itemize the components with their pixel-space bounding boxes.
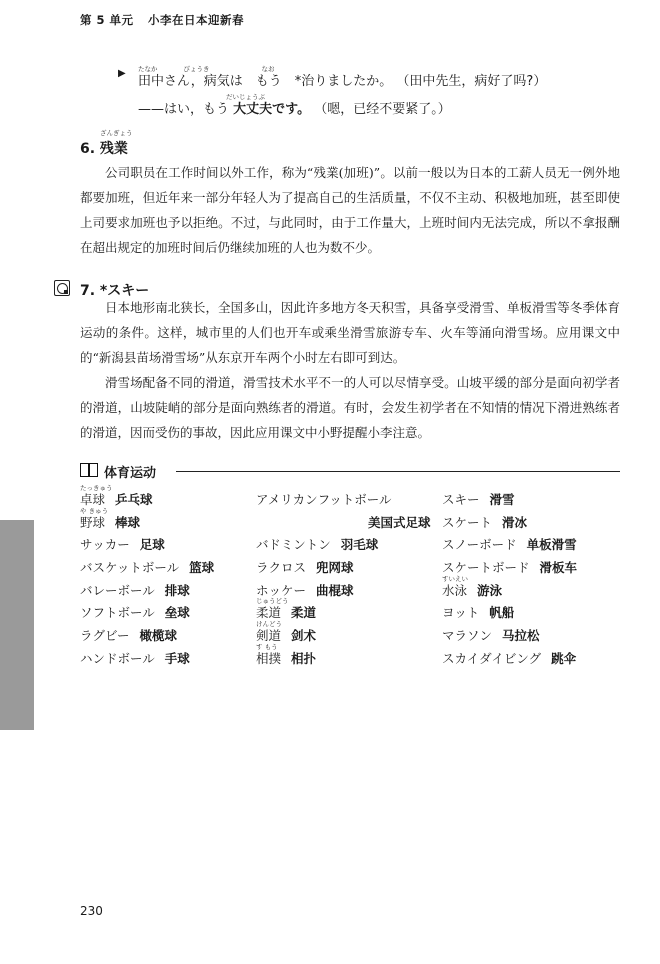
vocab-chinese: 滑板车 <box>539 560 578 576</box>
vocab-japanese: スキー <box>442 492 480 507</box>
unit-label: 第 5 单元 <box>80 13 134 27</box>
vocab-item <box>80 506 214 536</box>
vocab-item <box>442 574 577 604</box>
vocab-japanese: ソフトボール <box>80 605 155 621</box>
example-1-chinese: （田中先生，病好了吗?） <box>396 73 547 89</box>
vocab-item <box>80 535 214 558</box>
vocab-item <box>80 558 214 581</box>
example-1-ruby: たなか びょうき なお <box>138 65 275 73</box>
vocab-item <box>256 535 392 558</box>
vocab-japanese: バレーボール <box>80 582 155 598</box>
vocab-japanese: バドミントン <box>256 537 331 553</box>
vocab-item <box>80 626 214 649</box>
vocab-item <box>80 603 214 626</box>
vocab-chinese: 马拉松 <box>502 628 540 644</box>
vocab-list <box>80 484 640 680</box>
vocab-ruby: や きゅう <box>80 506 109 515</box>
vocab-chinese: 帆船 <box>489 605 515 621</box>
example-2-ruby: だいじょうぶ <box>226 93 265 101</box>
vocab-item <box>256 513 431 536</box>
example-1-japanese: 田中さん，病気は もう *治りましたか。 <box>138 73 393 89</box>
vocab-chinese: 滑冰 <box>502 514 528 530</box>
note-icon <box>54 280 70 296</box>
example-sentence-2 <box>138 94 451 117</box>
book-icon <box>80 463 98 477</box>
running-header <box>80 12 254 28</box>
vocab-japanese: 卓球 <box>80 492 106 507</box>
vocab-ruby: たっきゅう <box>80 484 113 492</box>
vocab-chinese: 相扑 <box>291 650 317 666</box>
vocab-item <box>80 581 214 604</box>
example-2-japanese: 大丈夫です。 <box>233 101 311 117</box>
example-sentence-1 <box>118 65 547 89</box>
vocab-column-1 <box>80 484 215 672</box>
vocab-japanese: ラグビー <box>80 628 130 644</box>
page-number: 230 <box>80 904 103 918</box>
vocab-japanese: 野球 <box>80 514 106 530</box>
vocab-japanese: ヨット <box>442 605 480 621</box>
vocab-chinese: 篮球 <box>189 560 215 576</box>
example-2-lead: ——はい，もう <box>138 101 230 117</box>
vocab-chinese: 橄榄球 <box>139 628 178 644</box>
vocab-item <box>80 649 214 672</box>
vocab-item <box>442 490 577 513</box>
section-7-paragraph-1: 日本地形南北狭长，全国多山，因此许多地方冬天积雪，具备享受滑雪、单板滑雪等冬季体育运动的条件。这样，城市里的人们也开车或乘坐滑雪旅游专车、火车等涌向滑雪场。应用课文中的“新潟县苗场滑雪场”从东京开车两个小时左右即可到达。 <box>80 300 620 365</box>
vocab-chinese: 滑雪 <box>489 492 515 507</box>
vocab-column-2 <box>256 490 431 672</box>
vocab-ruby: すいえい <box>442 574 468 583</box>
vocab-japanese: ホッケー <box>256 582 307 598</box>
vocab-chinese: 排球 <box>164 582 190 598</box>
section-6-paragraph: 公司职员在工作时间以外工作，称为“残業(加班)”。以前一般以为日本的工薪人员无一例外地都要加班，但近年来一部分年轻人为了提高自己的生活质量，不仅不主动、积极地加班，甚至即使上司要求加班也予以拒绝。不过，与此同时，由于工作量大，上班时间内无法完成，所以不拿报酬在超出规定的加班时间后仍继续加班的人也为数不少。 <box>80 165 620 255</box>
vocab-chinese: 羽毛球 <box>340 537 379 553</box>
vocab-chinese: 足球 <box>139 537 165 553</box>
vocab-item <box>442 649 577 672</box>
vocab-title: 体育运动 <box>104 466 157 481</box>
vocab-japanese: 剣道 <box>256 628 282 644</box>
vocab-chinese: 剑术 <box>291 628 317 644</box>
vocab-japanese: マラソン <box>442 628 493 644</box>
vocab-item <box>442 513 577 536</box>
vocab-japanese: ハンドボール <box>80 650 155 666</box>
vocab-japanese: サッカー <box>80 537 130 553</box>
vocab-column-3 <box>442 490 577 672</box>
vocab-item <box>442 603 577 626</box>
vocab-chinese: 曲棍球 <box>316 582 354 598</box>
section-7-heading: 7. *スキー <box>80 283 150 299</box>
vocab-japanese: 柔道 <box>256 605 282 621</box>
vocab-ruby: す もう <box>256 642 278 651</box>
vocab-item <box>256 490 392 513</box>
vocab-ruby: けんどう <box>256 620 282 629</box>
side-thumb-tab <box>0 520 34 730</box>
vocab-japanese: アメリカンフットボール <box>256 492 392 507</box>
vocab-japanese: スケート <box>442 514 493 530</box>
vocab-chinese: 乒乓球 <box>115 492 153 507</box>
vocab-japanese: ラクロス <box>256 560 307 576</box>
vocab-ruby: じゅうどう <box>256 597 289 606</box>
vocab-japanese: 水泳 <box>442 582 468 598</box>
vocab-item <box>442 626 577 649</box>
triangle-bullet-icon: ▶ <box>118 68 126 79</box>
vocab-chinese: 棒球 <box>115 514 141 530</box>
vocab-japanese: スケートボード <box>442 560 530 576</box>
vocab-chinese: 兜网球 <box>316 560 354 576</box>
divider <box>176 471 620 472</box>
vocab-item <box>256 642 392 672</box>
section-6-heading: 6. 残業 <box>80 141 128 157</box>
vocab-japanese: 相撲 <box>256 650 282 666</box>
example-2-chinese: （嗯，已经不要紧了。） <box>314 101 451 117</box>
vocab-japanese: スカイダイビング <box>442 650 542 666</box>
vocab-box-header <box>80 462 620 480</box>
vocab-item <box>442 535 577 558</box>
section-6-ruby: ざんぎょう <box>100 129 133 137</box>
vocab-chinese: 美国式足球 <box>368 514 431 530</box>
vocab-japanese: バスケットボール <box>80 560 180 576</box>
section-7-paragraph-2: 滑雪场配备不同的滑道，滑雪技术水平不一的人可以尽情享受。山坡平缓的部分是面向初学者的滑道，山坡陡峭的部分是面向熟练者的滑道。有时，会发生初学者在不知情的情况下滑进熟练者的滑道，因而受伤的事故，因此应用课文中小野提醒小李注意。 <box>80 375 620 440</box>
vocab-chinese: 手球 <box>164 650 190 666</box>
vocab-japanese: スノーボード <box>442 537 517 553</box>
vocab-item <box>256 558 392 581</box>
vocab-chinese: 单板滑雪 <box>526 537 577 553</box>
vocab-chinese: 垒球 <box>164 605 190 621</box>
vocab-chinese: 跳伞 <box>551 650 577 666</box>
unit-title: 小李在日本迎新春 <box>148 13 245 27</box>
vocab-chinese: 柔道 <box>291 605 317 621</box>
vocab-chinese: 游泳 <box>477 582 503 598</box>
